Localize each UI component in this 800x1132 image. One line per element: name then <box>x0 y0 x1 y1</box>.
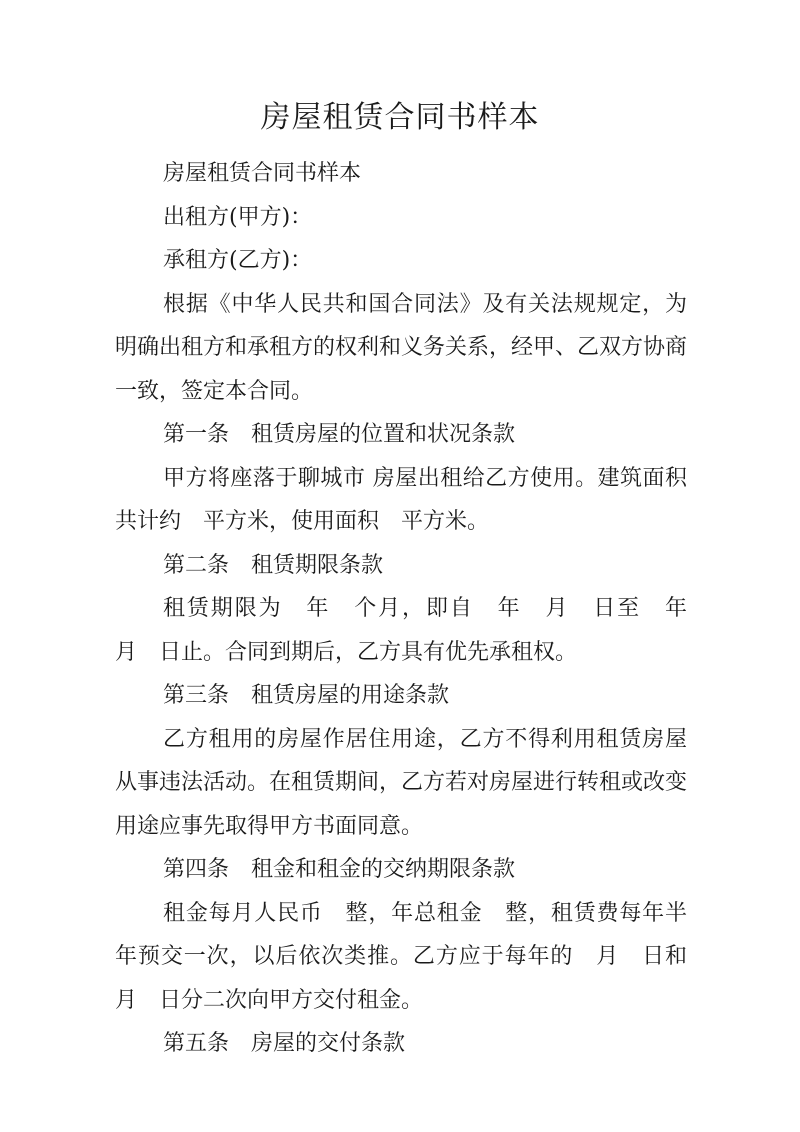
document-title: 房屋租赁合同书样本 <box>260 100 540 135</box>
paragraph-lessor: 出租方(甲方)： <box>163 204 313 230</box>
clause-4-heading: 第四条 租金和租金的交纳期限条款 <box>163 857 516 882</box>
paragraph-lessee: 承租方(乙方)： <box>163 248 313 273</box>
clause-3-body: 乙方租用的房屋作居住用途，乙方不得利用租赁房屋从事违法活动。在租赁期间，乙方若对房屋进行转租或改变用途应事先取得甲方书面同意。 <box>115 726 688 839</box>
paragraph-preamble: 根据《中华人民共和国合同法》及有关法规规定，为明确出租方和承租方的权利和义务关系，经甲、乙双方协商一致，签定本合同。 <box>115 291 688 404</box>
clause-4-body: 租金每月人民币 整，年总租金 整，租赁费每年半年预交一次，以后依次类推。乙方应于每年的 月 日和 月 日分二次向甲方交付租金。 <box>115 900 710 1013</box>
clause-1-heading: 第一条 租赁房屋的位置和状况条款 <box>163 422 516 447</box>
clause-2-heading: 第二条 租赁期限条款 <box>163 552 384 578</box>
clause-5-heading: 第五条 房屋的交付条款 <box>163 1031 406 1056</box>
clause-2-body: 租赁期限为 年 个月，即自 年 月 日至 年 月 日止。合同到期后，乙方具有优先承租权。 <box>115 596 710 665</box>
paragraph-heading-repeat: 房屋租赁合同书样本 <box>163 161 362 186</box>
clause-3-heading: 第三条 租赁房屋的用途条款 <box>163 683 450 708</box>
document-body <box>115 152 710 1066</box>
clause-1-body: 甲方将座落于聊城市 房屋出租给乙方使用。建筑面积共计约 平方米，使用面积 平方米。 <box>115 465 687 534</box>
